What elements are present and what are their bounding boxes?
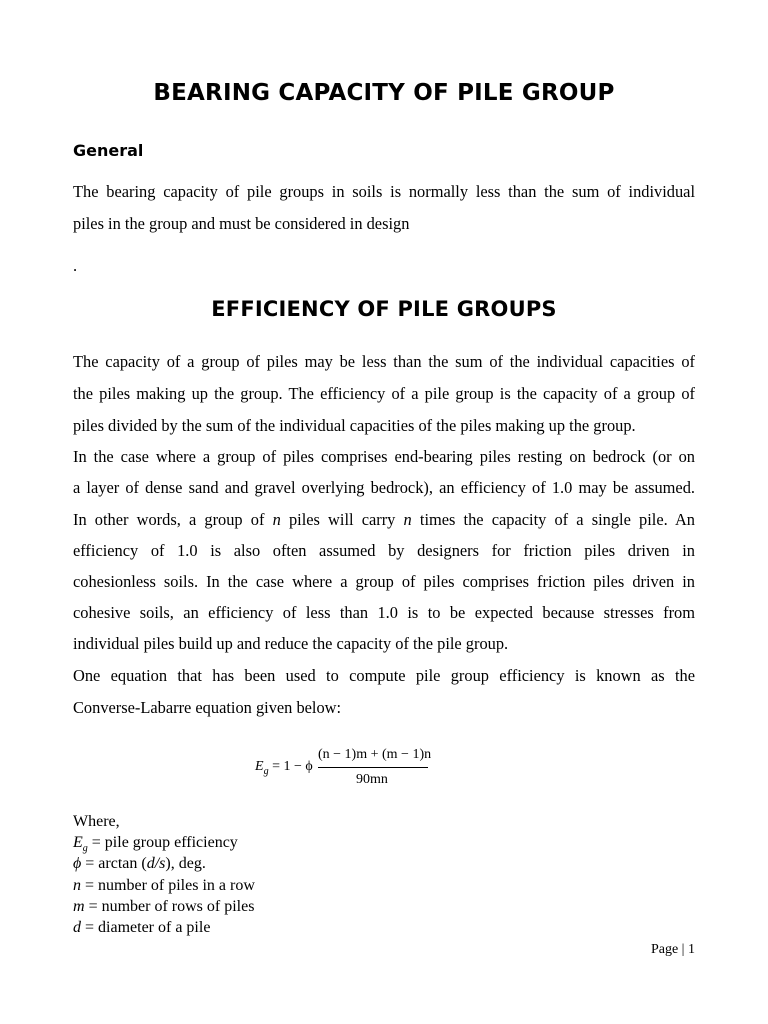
- definition-text: = number of rows of piles: [84, 898, 255, 915]
- definition-text: ), deg.: [165, 855, 206, 872]
- paragraph-line: piles divided by the sum of the individual capacities of the piles making up the group.: [73, 416, 636, 435]
- paragraph-line: cohesionless soils. In the case where a group of piles comprises friction piles driven in: [73, 572, 695, 591]
- math-symbol: d/s: [146, 855, 166, 872]
- math-symbol: n: [403, 510, 412, 529]
- formula-denominator: 90mn: [356, 772, 388, 787]
- definition-text: = diameter of a pile: [81, 919, 211, 936]
- definition-item: [73, 897, 254, 917]
- paragraph-line: individual piles build up and reduce the capacity of the pile group.: [73, 634, 509, 653]
- paragraph-line: efficiency of 1.0 is also often assumed by designers for friction piles driven in: [73, 541, 695, 560]
- math-subscript: g: [82, 843, 88, 855]
- converse-labarre-formula: [255, 745, 455, 795]
- section-heading-general: General: [73, 141, 144, 160]
- fraction-bar: [318, 767, 428, 768]
- formula-symbol: E: [255, 759, 264, 774]
- formula-numerator: (n − 1)m + (m − 1)n: [318, 747, 432, 762]
- math-symbol: E: [73, 834, 83, 851]
- math-symbol: d: [73, 919, 81, 936]
- math-symbol: n: [73, 877, 81, 894]
- definition-text: = pile group efficiency: [87, 834, 238, 851]
- definition-item: [73, 854, 206, 874]
- text-run: piles will carry: [280, 510, 404, 529]
- page-number: Page | 1: [650, 942, 695, 957]
- formula-subscript: g: [263, 766, 269, 777]
- text-run: In other words, a group of: [73, 510, 273, 529]
- paragraph-line: One equation that has been used to compute pile group efficiency is known as the: [73, 666, 695, 685]
- paragraph-line: In the case where a group of piles comprises end-bearing piles resting on bedrock (or on: [73, 447, 695, 466]
- section-heading-efficiency: EFFICIENCY OF PILE GROUPS: [211, 297, 557, 321]
- paragraph-line: cohesive soils, an efficiency of less than 1.0 is to be expected because stresses from: [73, 603, 695, 622]
- math-symbol: m: [73, 898, 85, 915]
- paragraph-line: Converse-Labarre equation given below:: [73, 698, 342, 717]
- formula-rest: = 1 − ϕ: [268, 759, 313, 774]
- paragraph-line: a layer of dense sand and gravel overlying bedrock), an efficiency of 1.0 may be assumed.: [73, 478, 695, 497]
- paragraph-line: [73, 510, 695, 530]
- paragraph-line: The capacity of a group of piles may be less than the sum of the individual capacities of: [73, 352, 695, 371]
- formula-lhs: [255, 759, 313, 775]
- definition-item: [73, 918, 210, 938]
- definition-text: = number of piles in a row: [81, 877, 255, 894]
- paragraph-line: piles in the group and must be considered in design: [73, 214, 410, 233]
- math-symbol: ϕ: [73, 855, 82, 872]
- where-label: Where,: [73, 813, 120, 830]
- math-symbol: n: [272, 510, 281, 529]
- definition-item: [73, 876, 255, 896]
- definition-text: = arctan (: [81, 855, 147, 872]
- paragraph-line: the piles making up the group. The efficiency of a pile group is the capacity of a group of: [73, 384, 695, 403]
- stray-dot: .: [73, 256, 78, 275]
- paragraph-line: The bearing capacity of pile groups in soils is normally less than the sum of individual: [73, 182, 695, 201]
- page-title: BEARING CAPACITY OF PILE GROUP: [153, 80, 615, 106]
- text-run: times the capacity of a single pile. An: [411, 510, 695, 529]
